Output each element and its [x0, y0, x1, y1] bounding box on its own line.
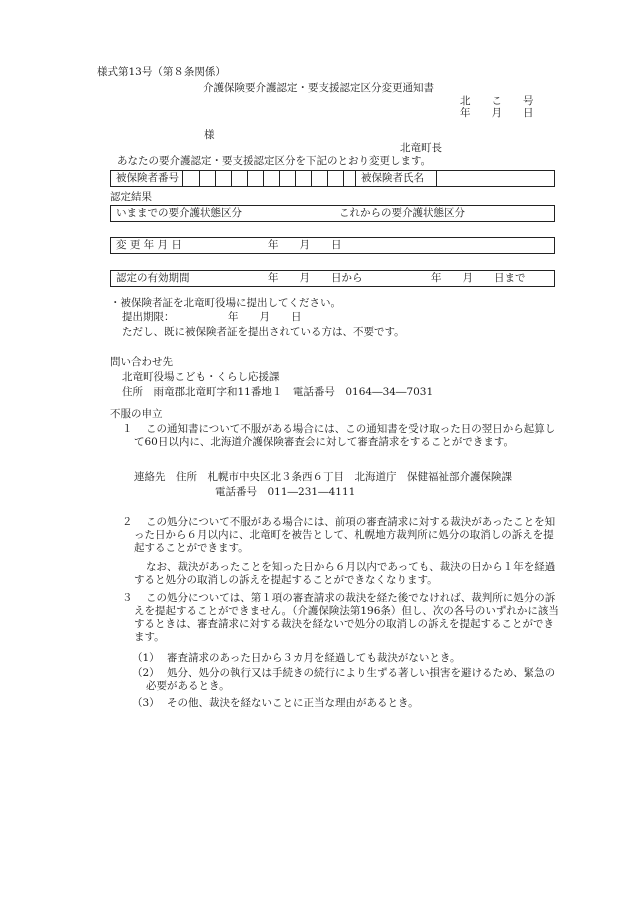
appeal-item-note: なお、裁決があったことを知った日から６月以内であっても、裁決の日から１年を経過すると処分の取消しの訴えを提起することができなくなります。 — [134, 561, 556, 586]
validity-row — [110, 270, 555, 287]
digit-divider — [247, 171, 248, 186]
recipient-suffix: 様 — [204, 129, 215, 141]
change-date-row — [110, 237, 555, 254]
next-care-level-label: これからの要介護状態区分 — [339, 207, 465, 219]
result-heading: 認定結果 — [110, 191, 152, 203]
appeal-item-text: この処分については、第１項の審査請求の裁決を経た後でなければ、裁判所に処分の訴えを提起することができません。（介護保険法第196条）但し、次の各号のいずれかに該当するときは、審査請求に対する裁決を経ないで処分の取消しの訴えを提起することができます。 — [134, 592, 559, 643]
divider — [436, 171, 437, 186]
form-number: 様式第13号（第８条関係） — [97, 66, 226, 78]
divider — [182, 171, 183, 186]
change-date-value: 年 月 日 — [268, 239, 342, 251]
appeal-item-number: ２ — [122, 516, 133, 528]
digit-divider — [231, 171, 232, 186]
divider — [355, 171, 356, 186]
appeal-item-text: この処分について不服がある場合には、前項の審査請求に対する裁決があったことを知った日から６月以内に、北竜町を被告として、札幌地方裁判所に処分の取消しの訴えを提起することができます。 — [134, 516, 556, 554]
submission-note: ただし、既に被保険者証を提出されている方は、不要です。 — [122, 326, 405, 338]
appeal-item-number: ３ — [122, 592, 133, 604]
issuer-name: 北竜町長 — [400, 142, 442, 154]
insured-number-label: 被保険者番号 — [116, 172, 179, 184]
deadline-value: 年 月 日 — [228, 311, 302, 323]
insured-row — [110, 170, 555, 187]
validity-label: 認定の有効期間 — [116, 272, 190, 284]
digit-divider — [215, 171, 216, 186]
prev-care-level-label: いままでの要介護状態区分 — [116, 207, 242, 219]
condition-text: 審査請求のあった日から３カ月を経過しても裁決がないとき。 — [167, 652, 461, 664]
digit-divider — [343, 171, 344, 186]
appeal-heading: 不服の申立 — [110, 408, 163, 420]
contact-office: 北竜町役場こども・くらし応援課 — [122, 371, 280, 383]
change-date-label: 変 更 年 月 日 — [116, 239, 182, 251]
appeal-item-text: この通知書について不服がある場合には、この通知書を受け取った日の翌日から起算して60日以内に、北海道介護保険審査会に対して審査請求をすることができます。 — [134, 423, 556, 448]
appeal-phone: 電話番号 011―231―4111 — [215, 486, 356, 498]
intro-text: あなたの要介護認定・要支援認定区分を下記のとおり変更します。 — [117, 155, 432, 167]
digit-divider — [295, 171, 296, 186]
document-title: 介護保険要介護認定・要支援認定区分変更通知書 — [203, 82, 434, 94]
digit-divider — [311, 171, 312, 186]
condition-text: その他、裁決を経ないことに正当な理由があるとき。 — [167, 697, 419, 709]
appeal-contact: 連絡先 住所 札幌市中央区北３条西６丁目 北海道庁 保健福祉部介護保険課 — [134, 471, 512, 483]
insured-name-label: 被保険者氏名 — [361, 172, 424, 184]
condition-text: 処分、処分の執行又は手続きの続行により生ずる著しい損害を避けるため、緊急の必要があるとき。 — [146, 667, 556, 692]
care-level-row — [110, 205, 555, 222]
condition-number: （2） — [132, 667, 160, 679]
digit-divider — [263, 171, 264, 186]
digit-divider — [327, 171, 328, 186]
validity-to: 年 月 日まで — [431, 272, 526, 284]
digit-divider — [279, 171, 280, 186]
issue-date: 年 月 日 — [460, 107, 534, 119]
validity-from: 年 月 日から — [268, 272, 363, 284]
notice-number: 北 こ 号 — [460, 95, 534, 107]
submission-instruction: ・被保険者証を北竜町役場に提出してください。 — [110, 297, 341, 309]
contact-heading: 問い合わせ先 — [110, 356, 173, 368]
deadline-label: 提出期限： — [122, 311, 175, 323]
condition-number: （3） — [132, 697, 160, 709]
contact-address: 住所 雨竜郡北竜町字和11番地１ 電話番号 0164―34―7031 — [122, 386, 434, 398]
appeal-item-number: １ — [122, 423, 133, 435]
digit-divider — [199, 171, 200, 186]
condition-number: （1） — [132, 652, 160, 664]
